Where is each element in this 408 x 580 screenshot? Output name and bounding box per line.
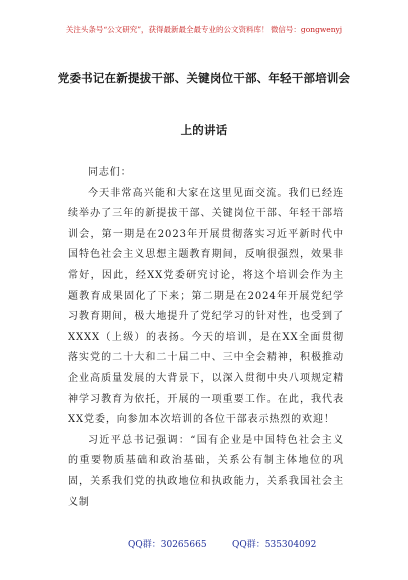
body-paragraph: 今天非常高兴能和大家在这里见面交流。我们已经连续举办了三年的新提拔干部、关键岗位干部、年轻干部培训会，第一期是在2023年开展贯彻落实习近平新时代中国特色社会主义思想主题教育期间，反响很强烈，效果非常好，因此，经XX党委研究讨论，将这个培训会作为主题教育成果固化了下来；第二期是在2024年开展党纪学习教育期间，极大地提升了党纪学习的针对性，也受到了XXXX（上级）的表扬。今天的培训，是在XX全面贯彻落实党的二十大和二十届二中、三中全会精神，积极推动企业高质量发展的大背景下，以深入贯彻中央八项规定精神学习教育为依托，开展的一项重要工作。在此，我代表XX党委，向参加本次培训的各位干部表示热烈的欢迎！ xyxy=(68,187,344,426)
document-body xyxy=(68,163,344,513)
body-paragraph: 习近平总书记强调：“国有企业是中国特色社会主义的重要物质基础和政治基础，关系公有制主体地位的巩固，关系我们党的执政地位和执政能力，关系我国社会主义制 xyxy=(68,434,344,508)
promo-banner: 关注头条号“公文研究”，获得最新最全最专业的公文资料库！ 微信号：gongwenyj xyxy=(65,25,343,34)
salutation: 同志们： xyxy=(88,167,132,178)
footer-qq-group-2: QQ群：535304092 xyxy=(232,540,317,550)
document-title-line-1: 党委书记在新提拔干部、关键岗位干部、年轻干部培训会 xyxy=(57,71,351,85)
document-title-line-2: 上的讲话 xyxy=(180,123,228,137)
footer-qq-group-1: QQ群：30265665 xyxy=(128,540,207,550)
